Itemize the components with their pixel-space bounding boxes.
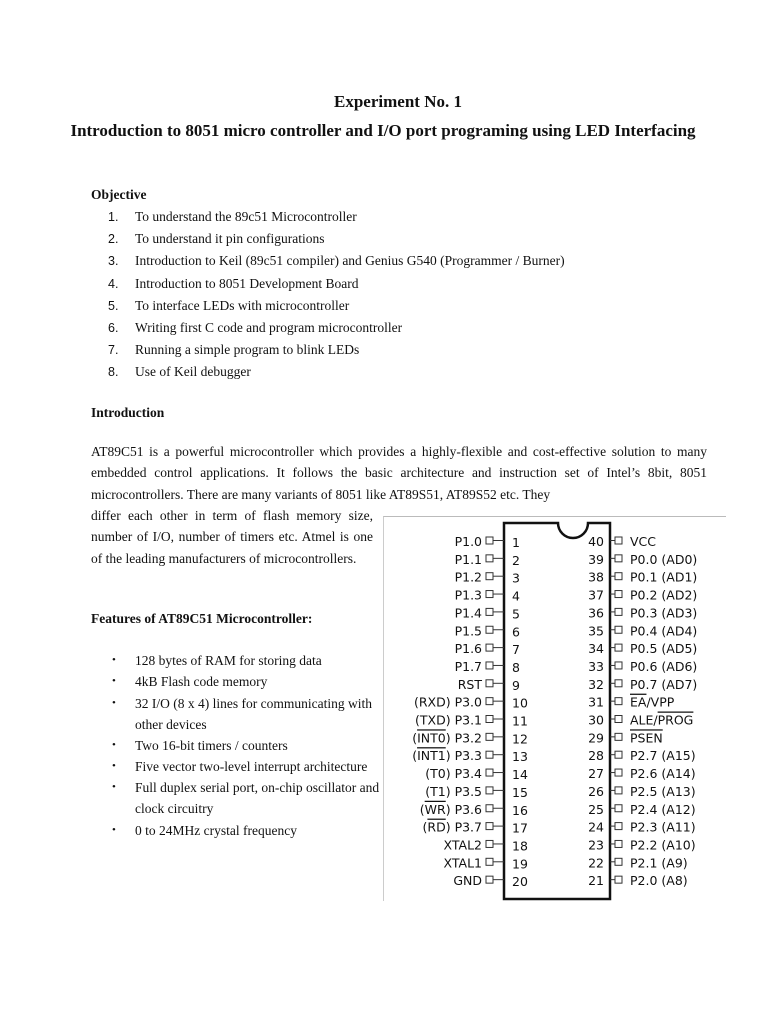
pin-marker	[486, 680, 493, 687]
item-text: Use of Keil debugger	[135, 364, 251, 380]
pin-label: EA/VPP	[630, 694, 675, 710]
objective-heading: Objective	[91, 187, 147, 202]
pin-marker	[486, 608, 493, 615]
pin-label: P1.4	[454, 605, 482, 621]
pin-marker	[486, 626, 493, 633]
pin-number: 16	[512, 802, 528, 818]
page-title: Experiment No. 1	[334, 92, 462, 111]
pin-marker	[615, 733, 622, 740]
item-text: To interface LEDs with microcontroller	[135, 297, 350, 313]
pin-label: P2.6 (A14)	[630, 766, 696, 782]
item-number: 3.	[108, 254, 119, 269]
pin-label: ALE/PROG	[630, 712, 694, 728]
pin-diagram	[383, 516, 726, 901]
pin-marker	[615, 787, 622, 794]
pin-marker	[615, 876, 622, 883]
pin-label: P1.7	[454, 658, 482, 674]
item-text: Running a simple program to blink LEDs	[135, 342, 360, 358]
pin-label: P1.2	[454, 569, 482, 585]
pin-marker	[486, 644, 493, 651]
pin-number: 7	[512, 642, 520, 658]
pin-marker	[486, 858, 493, 865]
pin-marker	[615, 698, 622, 705]
item-text: To understand it pin configurations	[135, 231, 325, 247]
pin-label: P1.5	[454, 623, 482, 639]
pin-marker	[615, 805, 622, 812]
pin-marker	[486, 876, 493, 883]
item-text: To understand the 89c51 Microcontroller	[135, 209, 357, 224]
pin-number: 33	[588, 658, 604, 674]
list-item: • Two 16-bit timers / counters	[112, 735, 380, 756]
item-text: Introduction to Keil (89c51 compiler) and Genius G540 (Programmer / Burner)	[135, 253, 565, 269]
pin-label: (TXD) P3.1	[415, 712, 482, 728]
page-subtitle: Introduction to 8051 micro controller and I/O port programing using LED Interfacing	[70, 121, 696, 140]
pin-marker	[615, 644, 622, 651]
list-item: • Five vector two-level interrupt architecture	[112, 756, 380, 777]
pin-number: 9	[512, 677, 520, 693]
pin-label: P2.5 (A13)	[630, 783, 696, 799]
pin-number: 29	[588, 730, 604, 746]
list-item: • 128 bytes of RAM for storing data	[112, 650, 380, 671]
pin-marker	[615, 716, 622, 723]
list-item	[108, 206, 565, 228]
pin-marker	[615, 591, 622, 598]
pin-label: P0.7 (AD7)	[630, 676, 698, 692]
pin-label: P0.6 (AD6)	[630, 658, 698, 674]
pin-number: 30	[588, 712, 604, 728]
pin-label: P0.5 (AD5)	[630, 641, 698, 657]
pin-number: 27	[588, 766, 604, 782]
list-item	[108, 295, 565, 317]
pin-number: 31	[588, 694, 604, 710]
pin-marker	[486, 769, 493, 776]
item-number: 8.	[108, 365, 119, 380]
introduction-paragraph: AT89C51 is a powerful microcontroller which provides a highly-flexible and cost-effective solution to many embedded control applications. It follows the basic architecture and instruction set of Intel’s 8bit, 8051 microcontrollers. There are many variants of 8051 like AT89S51, AT89S52 etc. They	[91, 444, 707, 502]
pin-label: (INT0) P3.2	[412, 730, 482, 746]
pin-label: P2.4 (A12)	[630, 801, 696, 817]
pin-label: (RD) P3.7	[422, 819, 482, 835]
pin-number: 28	[588, 748, 604, 764]
item-number: 2.	[108, 232, 119, 247]
pin-number: 20	[512, 874, 528, 890]
pin-label: P2.1 (A9)	[630, 855, 688, 871]
pin-label: P1.0	[454, 534, 482, 549]
list-item: • Full duplex serial port, on-chip oscillator and clock circuitry	[112, 777, 380, 819]
pin-label: P0.2 (AD2)	[630, 587, 698, 603]
introduction-paragraph-continued: differ each other in term of flash memory size, number of I/O, number of timers etc. Atmel is one of the leading manufacturers of microcontrollers.	[91, 508, 373, 566]
pin-number: 17	[512, 820, 528, 836]
item-number: 7.	[108, 343, 119, 358]
item-text: Introduction to 8051 Development Board	[135, 275, 359, 291]
list-item: • 0 to 24MHz crystal frequency	[112, 820, 380, 841]
pin-label: XTAL1	[443, 855, 482, 871]
pin-number: 10	[512, 695, 528, 711]
pin-number: 39	[588, 551, 604, 567]
pin-marker	[486, 733, 493, 740]
list-item: • 4kB Flash code memory	[112, 671, 380, 692]
pin-number: 6	[512, 624, 520, 640]
pin-number: 25	[588, 801, 604, 817]
pin-label: (INT1) P3.3	[412, 748, 482, 764]
pin-marker	[615, 537, 622, 544]
pin-marker	[486, 573, 493, 580]
pin-label: (T1) P3.5	[425, 783, 482, 799]
pin-number: 34	[588, 641, 604, 657]
pin-marker	[486, 751, 493, 758]
list-item	[108, 339, 565, 361]
pin-number: 15	[512, 784, 528, 800]
pin-label: (RXD) P3.0	[413, 694, 482, 710]
list-item	[108, 273, 565, 295]
item-text: Writing first C code and program microcontroller	[135, 319, 403, 335]
pin-marker	[486, 805, 493, 812]
pin-number: 12	[512, 731, 528, 747]
list-item: • 32 I/O (8 x 4) lines for communicating with other devices	[112, 693, 380, 735]
pin-label: (T0) P3.4	[425, 766, 482, 782]
pin-number: 23	[588, 837, 604, 853]
pin-marker	[486, 840, 493, 847]
pin-label: RST	[457, 676, 482, 692]
pin-label: P2.7 (A15)	[630, 748, 696, 764]
item-number: 6.	[108, 320, 119, 335]
pin-number: 36	[588, 605, 604, 621]
pin-marker	[615, 573, 622, 580]
pin-number: 14	[512, 767, 528, 783]
pin-marker	[615, 680, 622, 687]
pin-number: 19	[512, 856, 528, 872]
pin-marker	[615, 608, 622, 615]
pin-number: 3	[512, 570, 520, 586]
list-item	[108, 317, 565, 339]
pin-marker	[615, 823, 622, 830]
pin-marker	[486, 716, 493, 723]
pin-label: VCC	[630, 534, 657, 549]
introduction-heading: Introduction	[91, 405, 165, 420]
item-number: 5.	[108, 298, 119, 313]
pin-label: P1.1	[454, 551, 482, 567]
pin-number: 4	[512, 588, 520, 604]
pin-label: P2.2 (A10)	[630, 837, 696, 853]
pin-number: 1	[512, 535, 520, 550]
pin-label: PSEN	[630, 730, 663, 746]
objective-list	[108, 206, 565, 384]
pin-number: 37	[588, 587, 604, 603]
pin-marker	[486, 662, 493, 669]
pin-marker	[615, 555, 622, 562]
pin-label: P0.1 (AD1)	[630, 569, 698, 585]
pin-marker	[486, 787, 493, 794]
pin-number: 18	[512, 838, 528, 854]
pin-marker	[486, 591, 493, 598]
pin-label: P0.4 (AD4)	[630, 623, 698, 639]
pin-number: 38	[588, 569, 604, 585]
pin-marker	[615, 662, 622, 669]
list-item	[108, 250, 565, 272]
item-number: 4.	[108, 276, 119, 291]
pin-marker	[615, 751, 622, 758]
pin-number: 24	[588, 819, 604, 835]
pin-label: (WR) P3.6	[419, 801, 482, 817]
features-list	[112, 650, 380, 841]
pin-label: P2.0 (A8)	[630, 873, 688, 889]
ic-pinout-svg	[384, 517, 726, 901]
item-number: 1.	[108, 210, 119, 224]
pin-label: P0.0 (AD0)	[630, 551, 698, 567]
pin-marker	[615, 858, 622, 865]
pin-number: 40	[588, 534, 604, 549]
pin-marker	[486, 698, 493, 705]
pin-number: 8	[512, 659, 520, 675]
pin-marker	[615, 840, 622, 847]
pin-label: XTAL2	[443, 837, 482, 853]
pin-label: GND	[453, 873, 482, 889]
pin-label: P1.3	[454, 587, 482, 603]
pin-number: 11	[512, 713, 528, 729]
list-item	[108, 228, 565, 250]
pin-marker	[486, 555, 493, 562]
pin-marker	[615, 769, 622, 776]
pin-marker	[486, 537, 493, 544]
pin-label: P0.3 (AD3)	[630, 605, 698, 621]
pin-number: 22	[588, 855, 604, 871]
features-heading: Features of AT89C51 Microcontroller:	[91, 611, 313, 626]
pin-number: 26	[588, 783, 604, 799]
pin-label: P2.3 (A11)	[630, 819, 696, 835]
pin-number: 32	[588, 676, 604, 692]
pin-number: 2	[512, 552, 520, 568]
pin-number: 13	[512, 749, 528, 765]
pin-marker	[486, 823, 493, 830]
pin-marker	[615, 626, 622, 633]
list-item	[108, 361, 565, 383]
pin-number: 35	[588, 623, 604, 639]
pin-number: 21	[588, 873, 604, 889]
pin-number: 5	[512, 606, 520, 622]
pin-label: P1.6	[454, 641, 482, 657]
